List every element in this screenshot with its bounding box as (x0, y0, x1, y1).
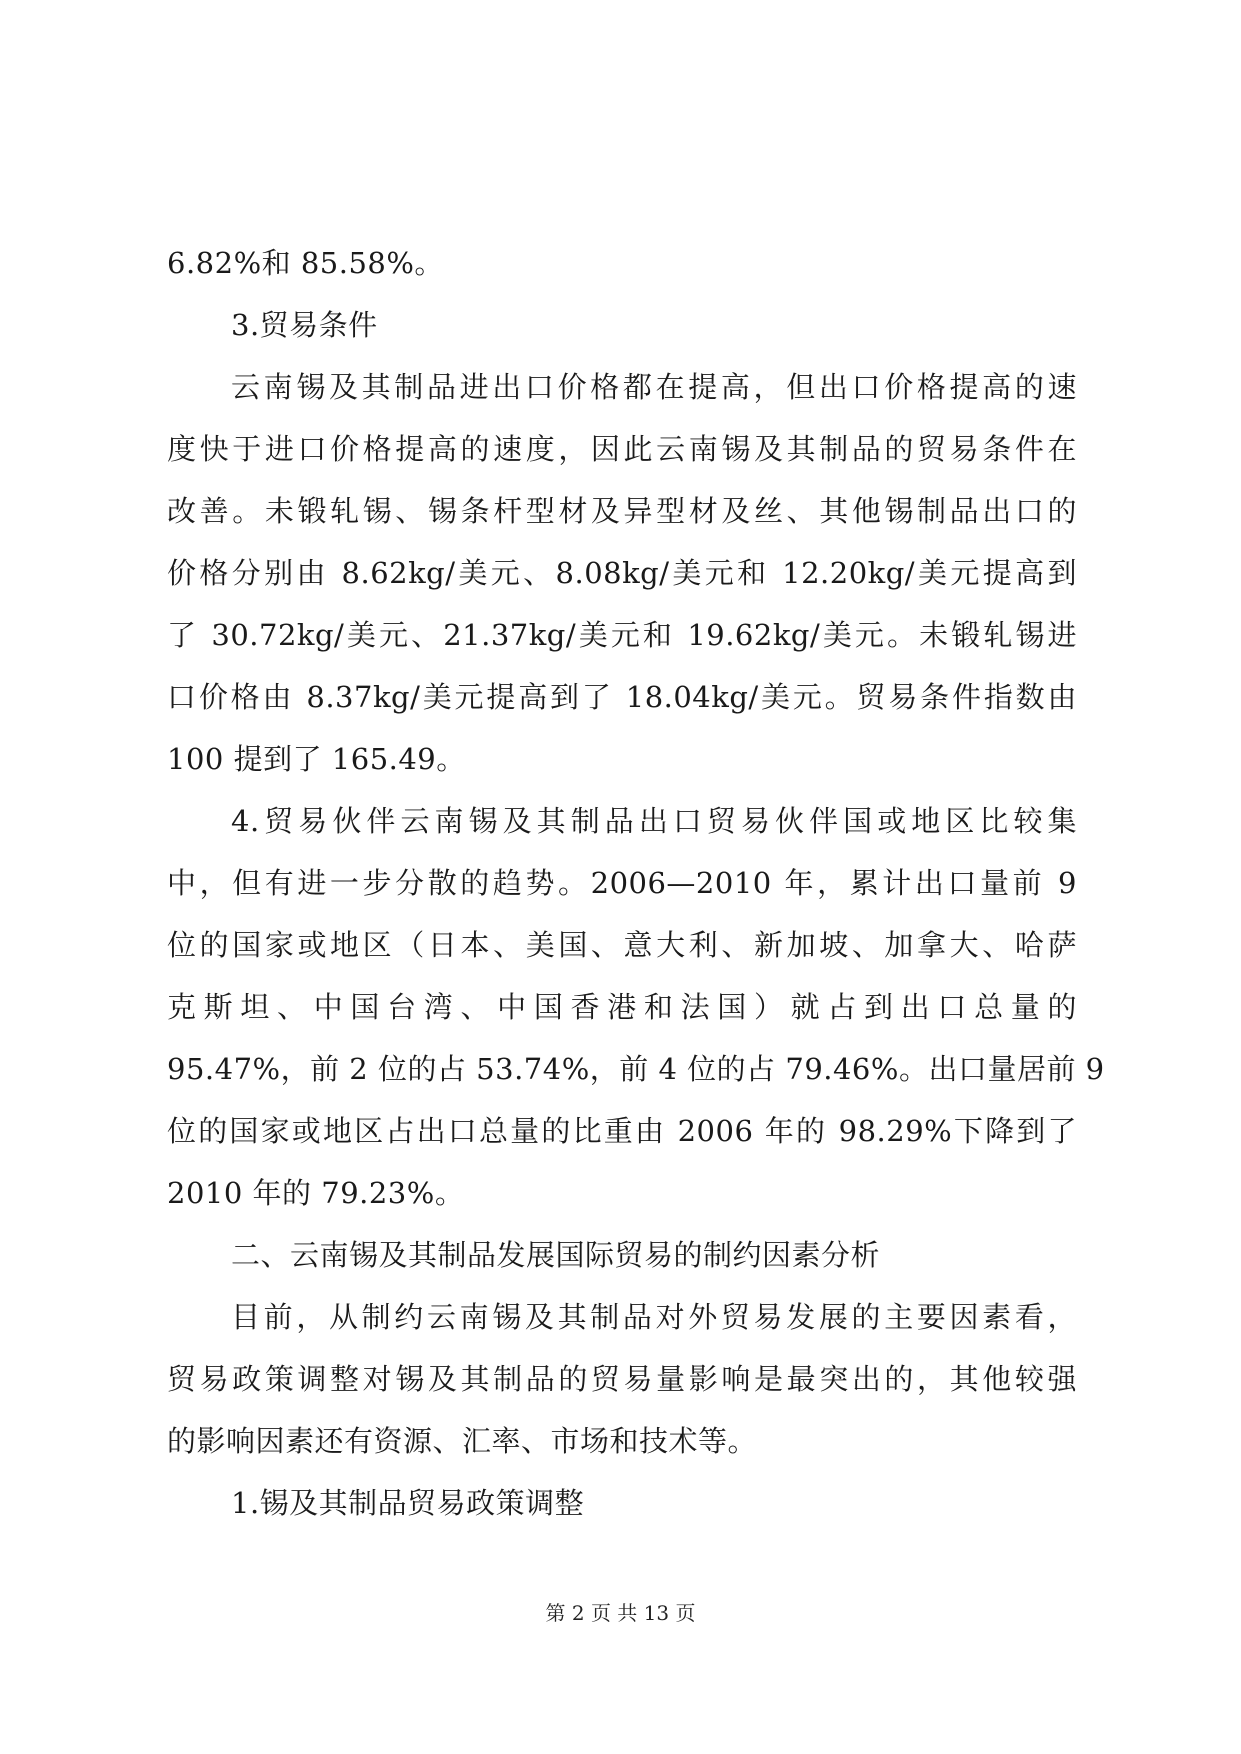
text-line-12: 位的国家或地区（日本、美国、意大利、新加坡、加拿大、哈萨 (167, 928, 1077, 962)
section-heading-policy: 1.锡及其制品贸易政策调整 (231, 1486, 585, 1520)
text-line-5: 改善。未锻轧锡、锡条杆型材及异型材及丝、其他锡制品出口的 (167, 494, 1077, 528)
text-line-20: 的影响因素还有资源、汇率、市场和技术等。 (167, 1424, 758, 1458)
text-line-19: 贸易政策调整对锡及其制品的贸易量影响是最突出的，其他较强 (167, 1362, 1077, 1396)
text-line-14: 95.47%，前 2 位的占 53.74%，前 4 位的占 79.46%。出口量居前 9 (167, 1052, 1105, 1086)
text-line-18: 目前，从制约云南锡及其制品对外贸易发展的主要因素看， (231, 1300, 1077, 1334)
section-heading-constraints: 二、云南锡及其制品发展国际贸易的制约因素分析 (231, 1238, 881, 1272)
text-line-9: 100 提到了 165.49。 (167, 742, 466, 776)
body-text (167, 232, 1105, 1534)
text-line-15: 位的国家或地区占出口总量的比重由 2006 年的 98.29%下降到了 (167, 1114, 1077, 1148)
text-line-1: 6.82%和 85.58%。 (167, 246, 444, 280)
text-line-3: 云南锡及其制品进出口价格都在提高，但出口价格提高的速 (231, 370, 1077, 404)
text-line-7: 了 30.72kg/美元、21.37kg/美元和 19.62kg/美元。未锻轧锡进 (167, 618, 1077, 652)
text-line-16: 2010 年的 79.23%。 (167, 1176, 465, 1210)
text-line-4: 度快于进口价格提高的速度，因此云南锡及其制品的贸易条件在 (167, 432, 1077, 466)
page-footer: 第 2 页 共 13 页 (545, 1601, 696, 1625)
text-line-11: 中，但有进一步分散的趋势。2006—2010 年，累计出口量前 9 (167, 866, 1077, 900)
text-line-8: 口价格由 8.37kg/美元提高到了 18.04kg/美元。贸易条件指数由 (167, 680, 1077, 714)
text-line-6: 价格分别由 8.62kg/美元、8.08kg/美元和 12.20kg/美元提高到 (167, 556, 1077, 590)
section-heading-trade-partners: 4.贸易伙伴云南锡及其制品出口贸易伙伴国或地区比较集 (231, 804, 1077, 838)
section-heading-trade-terms: 3.贸易条件 (231, 308, 378, 342)
text-line-13: 克斯坦、中国台湾、中国香港和法国）就占到出口总量的 (167, 990, 1077, 1024)
